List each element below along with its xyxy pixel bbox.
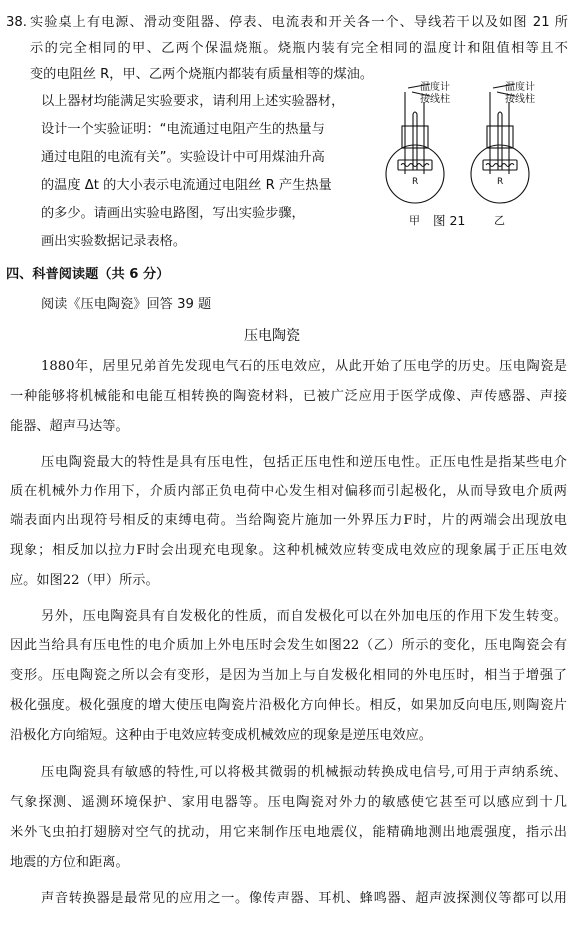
- section-heading: 四、科普阅读题（共 6 分）: [6, 267, 170, 282]
- q38-line-7: 的温度 Δt 的大小表示电流通过电阻丝 R 产生热量: [41, 178, 332, 193]
- q38-line-8: 的多少。请画出实验电路图，写出实验步骤，: [41, 206, 305, 221]
- label-terminal-yi: 接线柱: [505, 94, 535, 105]
- article-line-2: 一种能够将机械能和电能互相转换的陶瓷材料，已被广泛应用于医学成像、声传感器、声接: [10, 389, 567, 404]
- label-jia: 甲: [409, 214, 420, 227]
- label-yi: 乙: [494, 214, 505, 227]
- article-line-6: 端表面内出现符号相反的束缚电荷。当给陶瓷片施加一外界压力F时，片的两端会出现放电: [10, 513, 567, 528]
- figure-21-flasks: [372, 74, 562, 238]
- article-title: 压电陶瓷: [244, 328, 300, 344]
- article-line-13: 沿极化方向缩短。这种由于电效应转变成机械效应的现象是逆压电效应。: [10, 728, 432, 743]
- label-r-jia: R: [412, 177, 419, 187]
- article-line-17: 地震的方位和距离。: [10, 855, 129, 870]
- label-terminal-jia: 接线柱: [420, 94, 450, 105]
- article-line-15: 气象探测、遥测环境保护、家用电器等。压电陶瓷对外力的敏感使它甚至可以感应到十几: [10, 795, 567, 810]
- article-line-11: 变形。压电陶瓷之所以会有变形，是因为当加上与自发极化相同的外电压时，相当于增强了: [10, 668, 567, 683]
- question-number: 38.: [6, 15, 27, 30]
- q38-line-9: 画出实验数据记录表格。: [41, 234, 187, 249]
- q38-line-3: 变的电阻丝 R，甲、乙两个烧瓶内都装有质量相等的煤油。: [30, 67, 374, 82]
- article-line-16: 米外飞虫拍打翅膀对空气的扰动，用它来制作压电地震仪，能精确地测出地震强度，指示出: [10, 825, 567, 840]
- q38-line-5: 设计一个实验证明：“电流通过电阻产生的热量与: [41, 122, 325, 137]
- article-line-8: 应。如图22（甲）所示。: [10, 573, 159, 588]
- article-line-5: 质在机械外力作用下，介质内部正负电荷中心发生相对偏移而引起极化，从而导致电介质两: [10, 484, 567, 499]
- article-line-14: 压电陶瓷具有敏感的特性,可以将极其微弱的机械振动转换成电信号,可用于声纳系统、: [41, 765, 567, 780]
- q38-line-2: 示的完全相同的甲、乙两个保温烧瓶。烧瓶内装有完全相同的温度计和阻值相等且不: [30, 41, 568, 56]
- q38-line-6: 通过电阻的电流有关”。实验设计中可用煤油升高: [41, 150, 325, 165]
- figure-21-caption: 图 21: [433, 213, 466, 228]
- reading-instruction: 阅读《压电陶瓷》回答 39 题: [41, 297, 212, 312]
- label-thermometer-yi: 温度计: [505, 82, 535, 93]
- q38-line-1: 实验桌上有电源、滑动变阻器、停表、电流表和开关各一个、导线若干以及如图 21 所: [30, 15, 568, 30]
- q38-line-4: 以上器材均能满足实验要求，请利用上述实验器材，: [41, 94, 345, 109]
- label-thermometer-jia: 温度计: [420, 82, 450, 93]
- article-line-1: 1880年，居里兄弟首先发现电气石的压电效应，从此开始了压电学的历史。压电陶瓷是: [41, 359, 567, 374]
- article-line-3: 能器、超声马达等。: [10, 419, 129, 434]
- label-r-yi: R: [497, 177, 504, 187]
- article-line-9: 另外，压电陶瓷具有自发极化的性质，而自发极化可以在外加电压的作用下发生转变。: [41, 609, 567, 624]
- article-line-4: 压电陶瓷最大的特性是具有压电性，包括正压电性和逆压电性。正压电性是指某些电介: [41, 455, 567, 470]
- article-line-10: 因此当给具有压电性的电介质加上外电压时会发生如图22（乙）所示的变化，压电陶瓷会有: [10, 638, 567, 653]
- article-line-7: 现象；相反加以拉力F时会出现充电现象。这种机械效应转变成电效应的现象属于正压电效: [10, 543, 567, 558]
- article-line-18: 声音转换器是最常见的应用之一。像传声器、耳机、蜂鸣器、超声波探测仪等都可以用: [41, 891, 567, 906]
- article-line-12: 极化强度。极化强度的增大使压电陶瓷片沿极化方向伸长。相反，如果加反向电压,则陶瓷片: [10, 698, 567, 713]
